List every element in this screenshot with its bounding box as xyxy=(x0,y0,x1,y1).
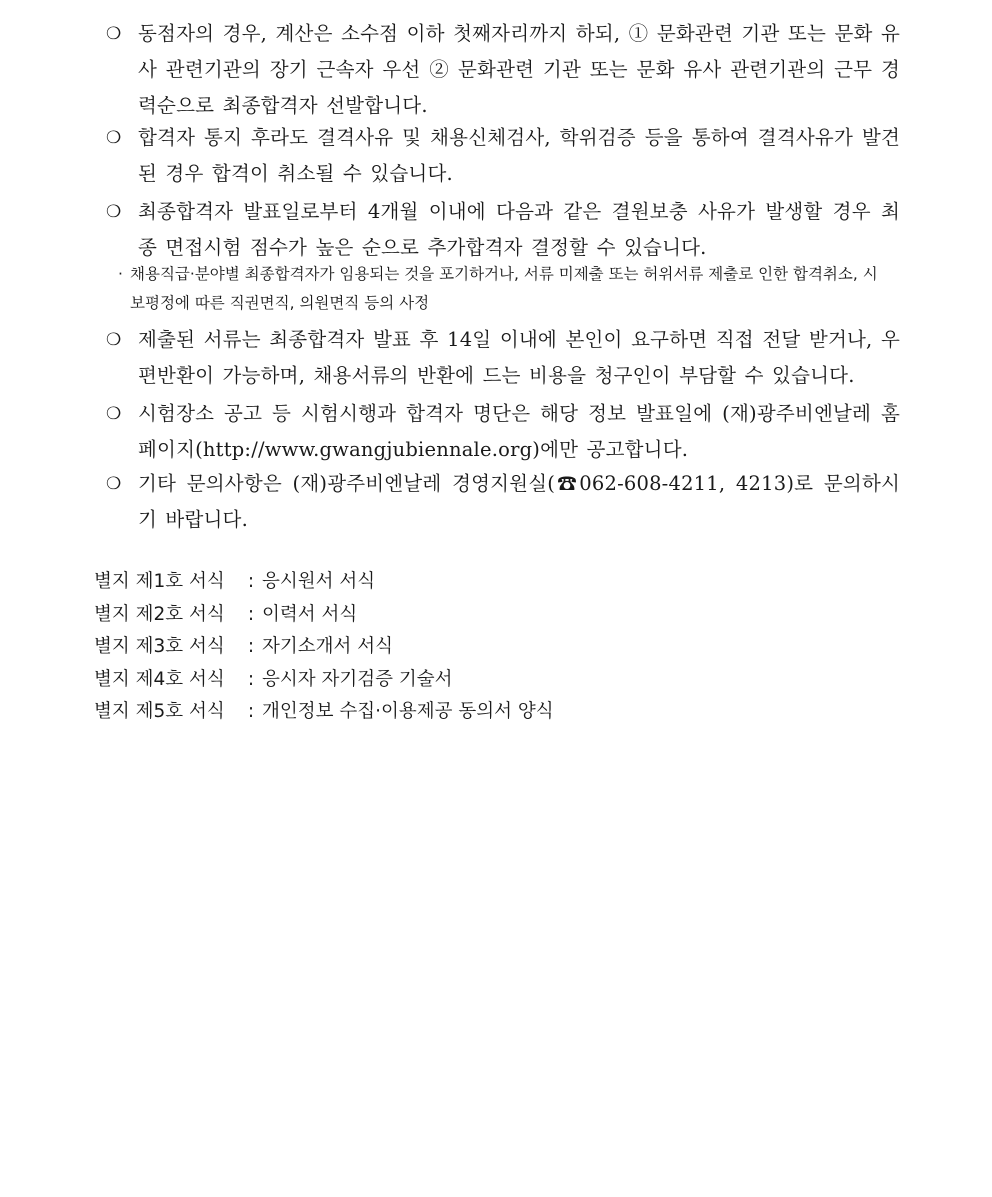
circle-bullet-icon: ❍ xyxy=(106,202,122,222)
circle-bullet-icon: ❍ xyxy=(106,24,122,44)
attachment-item xyxy=(94,566,794,599)
circle-bullet-icon: ❍ xyxy=(106,474,122,494)
notice-text: 제출된 서류는 최종합격자 발표 후 14일 이내에 본인이 요구하면 직접 전달 받거나, 우편반환이 가능하며, 채용서류의 반환에 드는 비용을 청구인이 부담할 수 있습니다. xyxy=(138,328,900,387)
notice-item-disqualification xyxy=(106,120,900,192)
attachment-list xyxy=(94,566,794,729)
notice-item-tie-break xyxy=(106,16,900,124)
notice-item-contact xyxy=(106,466,900,538)
attachment-title: 개인정보 수집·이용제공 동의서 양식 xyxy=(262,701,554,722)
circle-bullet-icon: ❍ xyxy=(106,128,122,148)
notice-item-document-return xyxy=(106,322,900,394)
attachment-label: 별지 제3호 서식 xyxy=(94,636,225,657)
attachment-title: 응시원서 서식 xyxy=(262,571,376,592)
attachment-label: 별지 제2호 서식 xyxy=(94,603,225,625)
sub-note-text: 채용직급·분야별 최종합격자가 임용되는 것을 포기하거나, 서류 미제출 또는 허위서류 제출로 인한 합격취소, 시보평정에 따른 직권면직, 의원면직 등의 사정 xyxy=(130,265,878,312)
middle-dot-icon: · xyxy=(118,265,123,283)
attachment-item xyxy=(94,599,794,632)
attachment-separator: : xyxy=(247,636,255,657)
attachment-separator: : xyxy=(247,571,255,592)
notice-text: 최종합격자 발표일로부터 4개월 이내에 다음과 같은 결원보충 사유가 발생할 경우 최종 면접시험 점수가 높은 순으로 추가합격자 결정할 수 있습니다. xyxy=(138,200,900,259)
attachment-title: 자기소개서 서식 xyxy=(262,636,393,657)
attachment-label: 별지 제5호 서식 xyxy=(94,701,225,722)
notice-item-announcement xyxy=(106,396,900,468)
notice-text: 동점자의 경우, 계산은 소수점 이하 첫째자리까지 하되, ① 문화관련 기관 또는 문화 유사 관련기관의 장기 근속자 우선 ② 문화관련 기관 또는 문화 유사 관련기관의 근무 경력순으로 최종합격자 선발합니다. xyxy=(138,22,900,117)
attachment-separator: : xyxy=(247,603,255,625)
attachment-label: 별지 제4호 서식 xyxy=(94,668,225,690)
attachment-item xyxy=(94,664,794,697)
sub-note xyxy=(118,260,888,318)
attachment-separator: : xyxy=(247,701,255,722)
attachment-item xyxy=(94,631,794,664)
circle-bullet-icon: ❍ xyxy=(106,404,122,424)
notice-text: 합격자 통지 후라도 결격사유 및 채용신체검사, 학위검증 등을 통하여 결격사유가 발견된 경우 합격이 취소될 수 있습니다. xyxy=(138,126,900,185)
attachment-separator: : xyxy=(247,668,255,690)
circle-bullet-icon: ❍ xyxy=(106,330,122,350)
attachment-title: 응시자 자기검증 기술서 xyxy=(262,668,453,690)
attachment-label: 별지 제1호 서식 xyxy=(94,571,225,592)
notice-text: 시험장소 공고 등 시험시행과 합격자 명단은 해당 정보 발표일에 (재)광주비엔날레 홈페이지(http://www.gwangjubiennale.org)에만 공고합니다. xyxy=(138,402,900,461)
notice-text: 기타 문의사항은 (재)광주비엔날레 경영지원실(☎062-608-4211, 4213)로 문의하시기 바랍니다. xyxy=(138,472,900,531)
notice-item-additional-pass xyxy=(106,194,900,266)
attachment-title: 이력서 서식 xyxy=(262,603,358,625)
attachment-item xyxy=(94,696,794,729)
